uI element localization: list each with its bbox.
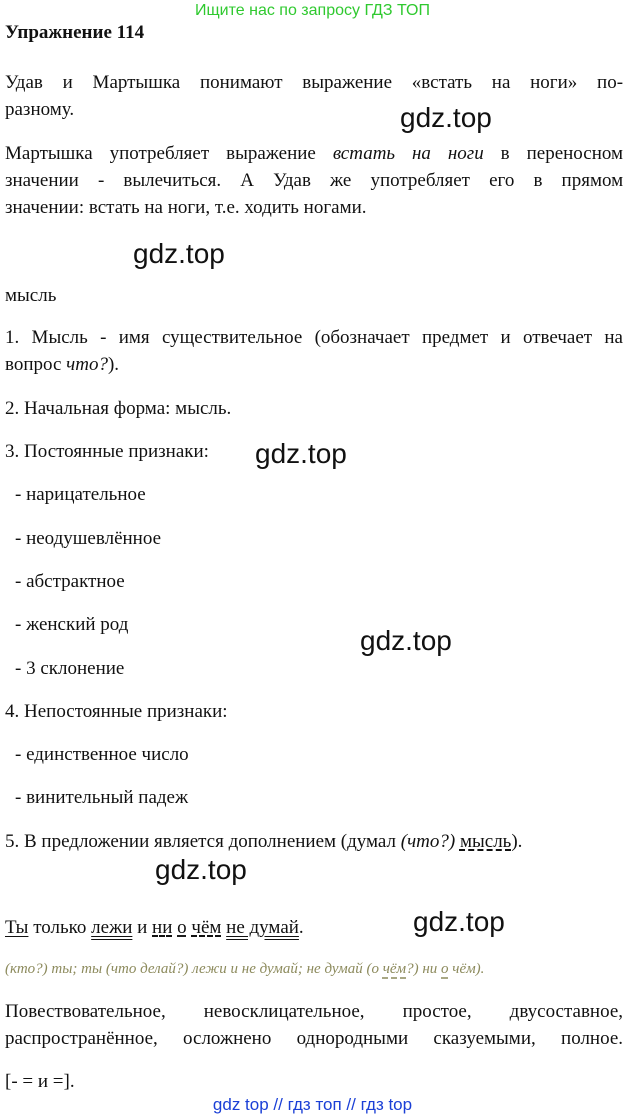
p1-line2: разному. xyxy=(5,99,75,120)
item1-word: и xyxy=(500,327,511,348)
item1-text: вопрос xyxy=(5,354,67,375)
p1-line1 xyxy=(5,70,623,96)
item1-word: предмет xyxy=(421,327,489,348)
const-feature: - неодушевлённое xyxy=(15,528,161,549)
item1-word: - xyxy=(100,327,107,348)
sentence-scheme: [- = и =]. xyxy=(5,1071,75,1092)
p1-word: «встать xyxy=(411,72,473,93)
note-text: ?) ни xyxy=(406,961,442,977)
object-word: ни xyxy=(152,917,173,938)
item1-word: 1. xyxy=(5,327,20,348)
p1-word: по- xyxy=(597,72,624,93)
watermark: gdz.top xyxy=(360,625,452,656)
item1-text: ). xyxy=(107,354,120,375)
sentence-text: только xyxy=(28,917,92,938)
item5 xyxy=(5,829,522,855)
exercise-heading: Упражнение 114 xyxy=(5,22,145,43)
p2-word: в xyxy=(533,170,543,191)
analysis-word: однородными xyxy=(296,1028,409,1049)
p1-word: Удав xyxy=(5,72,43,93)
p2-word: же xyxy=(330,170,352,191)
item2: 2. Начальная форма: мысль. xyxy=(5,398,232,419)
sentence-text: и xyxy=(132,917,153,938)
p2-word: значении xyxy=(5,170,79,191)
watermark: gdz.top xyxy=(400,102,492,133)
subject-word: Ты xyxy=(5,917,29,938)
p2-word: употребляет xyxy=(109,143,210,164)
p2-word: А xyxy=(240,170,254,191)
item5-text: ). xyxy=(511,831,523,852)
item1-word: имя xyxy=(118,327,150,348)
p1-word: понимают xyxy=(199,72,283,93)
p2-word: его xyxy=(489,170,515,191)
analysis-word: двусоставное, xyxy=(509,1001,624,1022)
item3: 3. Постоянные признаки: xyxy=(5,441,209,462)
p2-line1 xyxy=(5,141,623,167)
p2-line3: значении: встать на ноги, т.е. ходить ногами. xyxy=(5,197,367,218)
item1-word: отвечает xyxy=(522,327,593,348)
const-feature: - женский род xyxy=(15,614,129,635)
item1-line2 xyxy=(5,352,119,378)
item1-line1 xyxy=(5,325,623,351)
analysis-word: распространённое, xyxy=(5,1028,158,1049)
item5-text: 5. В предложении является дополнением (думал xyxy=(5,831,401,852)
p1-word: Мартышка xyxy=(92,72,181,93)
object-word: чём xyxy=(191,917,222,938)
p2-word: выражение xyxy=(226,143,316,164)
note-text: чём). xyxy=(448,961,485,977)
p2-word: Удав xyxy=(273,170,311,191)
analysis-word: Повествовательное, xyxy=(5,1001,166,1022)
const-feature: - 3 склонение xyxy=(15,658,125,679)
p1-word: ноги» xyxy=(530,72,578,93)
p1-word: на xyxy=(491,72,511,93)
p2-word: в xyxy=(500,143,510,164)
var-feature: - винительный падеж xyxy=(15,787,189,808)
analysis-line1 xyxy=(5,999,623,1025)
object-word: о xyxy=(177,917,187,938)
const-feature: - абстрактное xyxy=(15,571,125,592)
p2-word: Мартышка xyxy=(5,143,93,164)
p2-word: прямом xyxy=(561,170,624,191)
p2-word: переносном xyxy=(526,143,624,164)
watermark: gdz.top xyxy=(413,906,505,937)
analysis-word: сказуемыми, xyxy=(433,1028,536,1049)
note-underlined: чём xyxy=(382,961,407,977)
item5-question: (что?) xyxy=(400,831,456,852)
p2-italic-phrase: встать на ноги xyxy=(332,143,484,164)
watermark: gdz.top xyxy=(155,854,247,885)
var-feature: - единственное число xyxy=(15,744,189,765)
predicate-word: лежи xyxy=(91,917,133,938)
item1-question: что? xyxy=(66,354,108,375)
p2-word: - xyxy=(97,170,105,191)
p2-line2 xyxy=(5,168,623,194)
search-banner: Ищите нас по запросу ГДЗ ТОП xyxy=(195,2,430,19)
analysis-word: невосклицательное, xyxy=(203,1001,365,1022)
item5-object-word: мысль xyxy=(459,831,512,852)
item1-word: существительное xyxy=(161,327,303,348)
parsed-word: мысль xyxy=(5,285,57,306)
note-underlined: о xyxy=(441,961,449,977)
item1-word: на xyxy=(604,327,623,348)
watermark: gdz.top xyxy=(133,238,225,269)
sentence xyxy=(5,915,304,941)
p1-word: выражение xyxy=(302,72,393,93)
analysis-word: полное. xyxy=(561,1028,624,1049)
footer-watermark: gdz top // гдз топ // гдз top xyxy=(212,1095,413,1114)
analysis-word: простое, xyxy=(402,1001,472,1022)
note-text: (кто?) ты; ты (что делай?) лежи и не думай; не думай (о xyxy=(5,961,383,977)
p2-word: употребляет xyxy=(370,170,470,191)
watermark: gdz.top xyxy=(255,438,347,469)
const-feature: - нарицательное xyxy=(15,484,146,505)
predicate-word: не думай xyxy=(226,917,299,938)
sentence-text: . xyxy=(298,917,304,938)
p1-word: и xyxy=(62,72,73,93)
item1-word: Мысль xyxy=(31,327,88,348)
item4: 4. Непостоянные признаки: xyxy=(5,701,228,722)
analysis-line2 xyxy=(5,1026,623,1052)
item1-word: (обозначает xyxy=(314,327,410,348)
analysis-word: осложнено xyxy=(183,1028,272,1049)
questions-note xyxy=(5,961,484,978)
p2-word: вылечиться. xyxy=(123,170,222,191)
